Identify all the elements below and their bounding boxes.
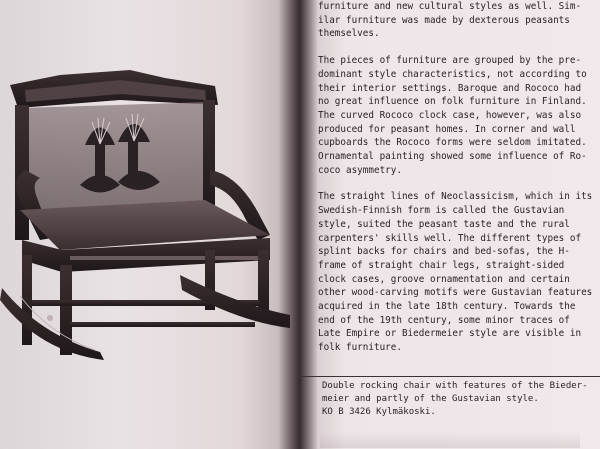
text-line: themselves. [318,28,380,40]
body-paragraph [318,0,588,41]
text-line: folk furniture. [318,342,402,354]
text-line: style, suited the peasant taste and the rural [318,218,570,230]
body-paragraph [318,190,593,354]
page-bleed-through [320,432,580,448]
text-line: acquired in the late 18th century. Towards the [318,301,576,313]
text-line: coco asymmetry. [318,164,402,176]
text-line: The straight lines of Neoclassicism, which in its [318,191,593,203]
text-line: carpenters' skills well. The different types of [318,232,582,244]
text-line: ilar furniture was made by dexterous peasants [318,14,570,26]
text-line: cupboards the Rococo forms were seldom imitated. [318,137,587,149]
caption-line: Double rocking chair with features of the Bieder- [322,381,588,391]
photo-caption [322,380,592,419]
text-line: clock cases, groove ornamentation and certain [318,273,570,285]
text-line: end of the 19th century, some minor traces of [318,314,570,326]
text-line: frame of straight chair legs, straight-sided [318,259,565,271]
text-line: produced for peasant homes. In corner and wall [318,123,576,135]
text-line: no great influence on folk furniture in Finland. [318,96,587,108]
text-line: The pieces of furniture are grouped by the pre- [318,55,582,67]
text-line: their interior settings. Baroque and Rococo had [318,82,582,94]
body-text [318,0,593,368]
rocking-chair-photo [0,60,300,360]
caption-line: KO B 3426 Kylmäkoski. [322,407,436,417]
body-paragraph [318,54,588,177]
text-line: other wood-carving motifs were Gustavian features [318,287,593,299]
text-line: Late Empire or Biedermeier style are visible in [318,328,582,340]
caption-line: meier and partly of the Gustavian style. [322,394,539,404]
text-line: Ornamental painting showed some influence of Ro- [318,151,587,163]
text-line: Swedish-Finnish form is called the Gustavian [318,205,565,217]
text-line: splint backs for chairs and bed-sofas, the H- [318,246,570,258]
text-line: dominant style characteristics, not according to [318,68,587,80]
text-line: furniture and new cultural styles as well. Sim- [318,1,582,12]
caption-divider [300,376,600,377]
book-gutter-shadow [278,0,318,449]
text-line: The curved Rococo clock case, however, was also [318,109,582,121]
